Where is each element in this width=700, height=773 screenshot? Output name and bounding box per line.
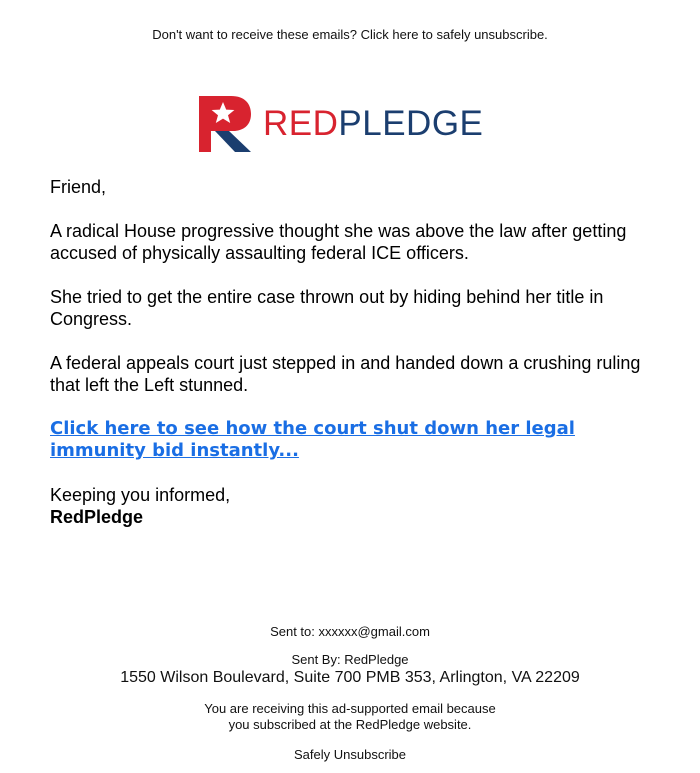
logo-wordmark [263, 104, 483, 144]
paragraph-3: A federal appeals court just stepped in and handed down a crushing ruling that left the Left stunned. [50, 353, 641, 395]
mailing-address: 1550 Wilson Boulevard, Suite 700 PMB 353, Arlington, VA 22209 [120, 669, 580, 686]
notice-line-2: you subscribed at the RedPledge website. [228, 717, 472, 732]
sent-to: Sent to: xxxxxx@gmail.com [270, 624, 430, 639]
r-star-icon [199, 94, 253, 154]
top-unsubscribe-notice [0, 27, 700, 43]
closing-text: Keeping you informed, [50, 485, 231, 505]
email-body [50, 176, 660, 528]
paragraph-2: She tried to get the entire case thrown out by hiding behind her title in Congress. [50, 287, 604, 329]
notice-line-1: You are receiving this ad-supported email because [204, 701, 496, 716]
paragraph-1: A radical House progressive thought she was above the law after getting accused of physically assaulting federal ICE officers. [50, 221, 627, 263]
signature: RedPledge [50, 507, 144, 527]
logo-text-red: RED [263, 104, 339, 143]
footer-unsubscribe-link[interactable]: Safely Unsubscribe [294, 747, 406, 762]
redpledge-logo [199, 93, 503, 155]
cta-link[interactable]: Click here to see how the court shut down her legal immunity bid instantly... [50, 418, 575, 461]
greeting: Friend, [50, 177, 107, 197]
cta-paragraph [50, 418, 660, 462]
sent-by: Sent By: RedPledge [291, 652, 409, 667]
top-unsubscribe-link[interactable]: Don't want to receive these emails? Click here to safely unsubscribe. [152, 27, 548, 42]
signoff [50, 484, 660, 528]
logo-text-blue: PLEDGE [338, 104, 484, 143]
email-footer [0, 624, 700, 763]
